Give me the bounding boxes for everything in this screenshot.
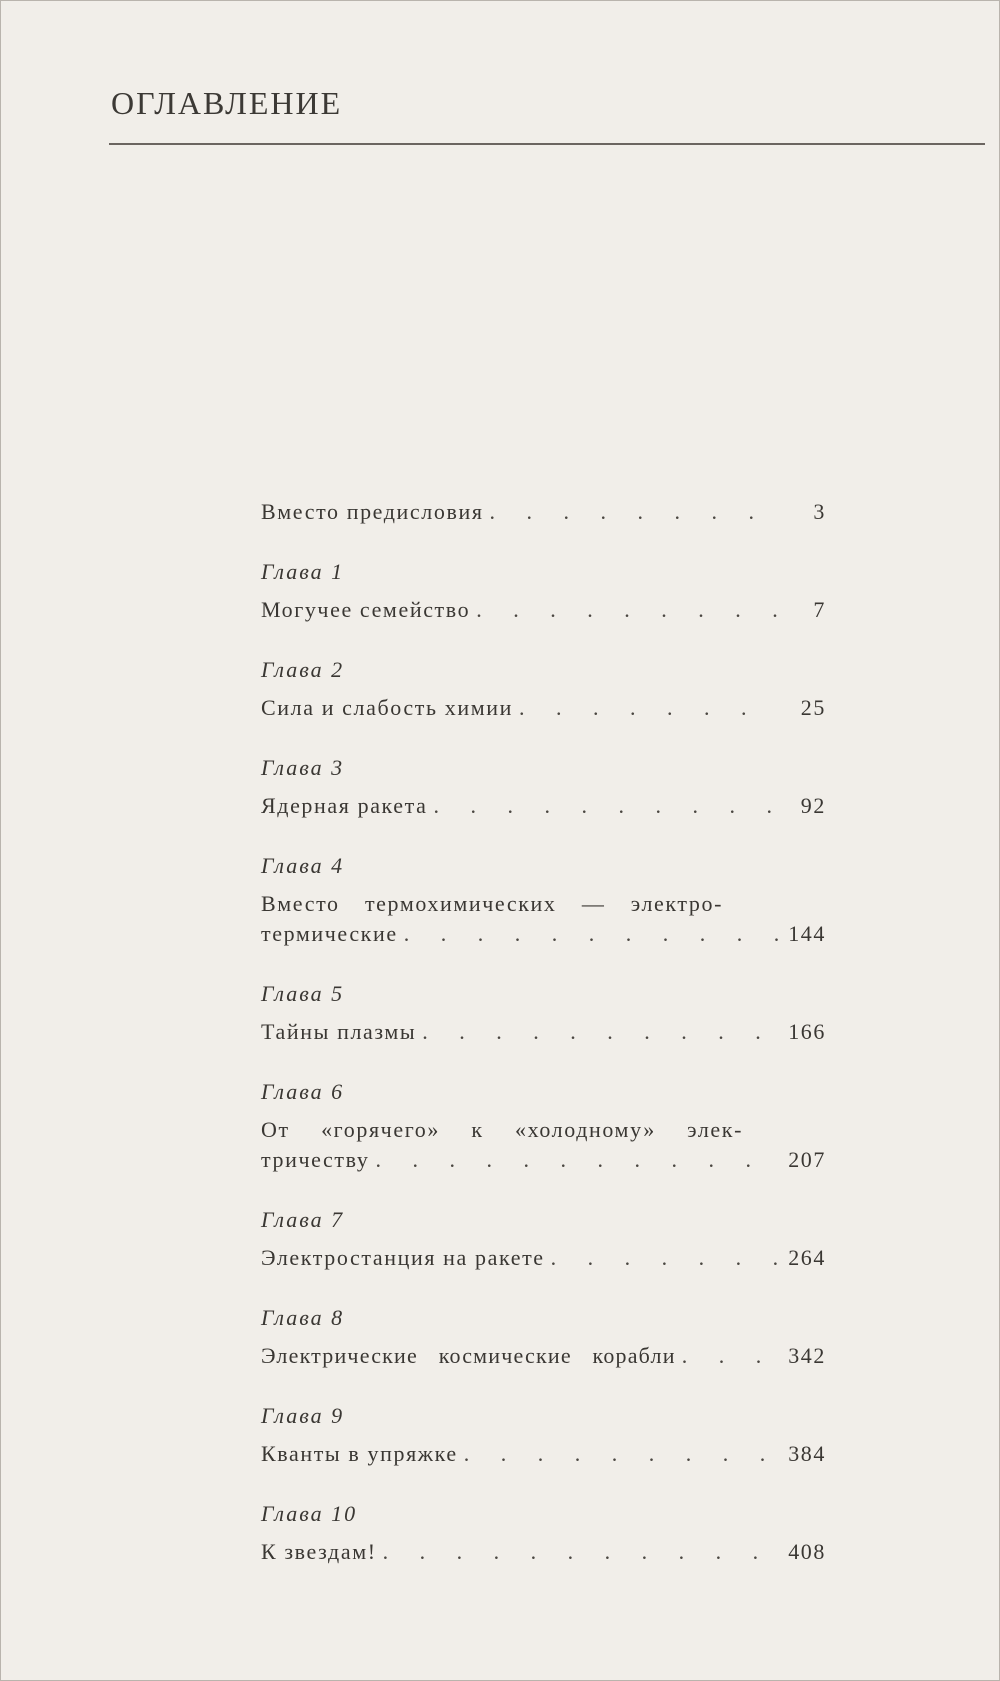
title-rule xyxy=(109,143,985,145)
toc-entry-title-line1: Вместо термохимических — электро- xyxy=(261,891,723,916)
dot-leader xyxy=(682,1341,778,1371)
chapter-label: Глава 8 xyxy=(261,1305,345,1330)
toc-entry-title: К звездам! xyxy=(261,1539,377,1564)
toc-entry-page: 264 xyxy=(788,1245,826,1270)
toc-entry xyxy=(261,919,826,949)
toc-entry-title: Кванты в упряжке xyxy=(261,1441,458,1466)
toc-entry-title: Электростанция на ракете xyxy=(261,1245,545,1270)
toc-entry-page: 3 xyxy=(813,499,826,524)
toc-entry-title: Ядерная ракета xyxy=(261,793,428,818)
toc-entry-page: 408 xyxy=(788,1539,826,1564)
dot-leader xyxy=(464,1439,778,1469)
toc-entry xyxy=(261,1145,826,1175)
toc-entry-page: 342 xyxy=(788,1343,826,1368)
dot-leader xyxy=(422,1017,778,1047)
toc-entry xyxy=(261,1017,826,1047)
toc-entry-title: Сила и слабость химии xyxy=(261,695,513,720)
toc-entry-title: Вместо предисловия xyxy=(261,499,484,524)
toc-entry xyxy=(261,693,826,723)
dot-leader xyxy=(519,693,778,723)
dot-leader xyxy=(476,595,778,625)
chapter-label: Глава 3 xyxy=(261,755,345,780)
toc-entry xyxy=(261,595,826,625)
toc-entry-title: тричеству xyxy=(261,1147,370,1172)
toc-entry xyxy=(261,1341,826,1371)
table-of-contents xyxy=(261,497,826,1567)
chapter-label: Глава 7 xyxy=(261,1207,345,1232)
toc-entry-page: 92 xyxy=(800,793,826,818)
chapter-label: Глава 6 xyxy=(261,1079,345,1104)
toc-entry-title: Могучее семейство xyxy=(261,597,471,622)
toc-entry-title-line1: От «горячего» к «холодному» элек- xyxy=(261,1117,743,1142)
toc-entry-title: Тайны плазмы xyxy=(261,1019,417,1044)
chapter-label: Глава 4 xyxy=(261,853,345,878)
toc-entry xyxy=(261,791,826,821)
toc-entry-page: 7 xyxy=(813,597,826,622)
dot-leader xyxy=(404,919,778,949)
toc-entry-title: термические xyxy=(261,921,398,946)
chapter-label: Глава 1 xyxy=(261,559,345,584)
dot-leader xyxy=(434,791,778,821)
dot-leader xyxy=(383,1537,778,1567)
chapter-label: Глава 2 xyxy=(261,657,345,682)
dot-leader xyxy=(375,1145,778,1175)
toc-entry xyxy=(261,1439,826,1469)
toc-entry-page: 144 xyxy=(788,921,826,946)
toc-entry-preface xyxy=(261,497,826,527)
toc-entry xyxy=(261,1537,826,1567)
page-title: ОГЛАВЛЕНИЕ xyxy=(111,85,343,121)
toc-entry-page: 384 xyxy=(788,1441,826,1466)
toc-entry-page: 25 xyxy=(800,695,826,720)
chapter-label: Глава 10 xyxy=(261,1501,358,1526)
toc-entry-page: 166 xyxy=(788,1019,826,1044)
toc-entry xyxy=(261,1243,826,1273)
chapter-label: Глава 5 xyxy=(261,981,345,1006)
dot-leader xyxy=(490,497,778,527)
toc-entry-title: Электрические космические корабли xyxy=(261,1343,676,1368)
chapter-label: Глава 9 xyxy=(261,1403,345,1428)
toc-entry-page: 207 xyxy=(788,1147,826,1172)
dot-leader xyxy=(551,1243,778,1273)
